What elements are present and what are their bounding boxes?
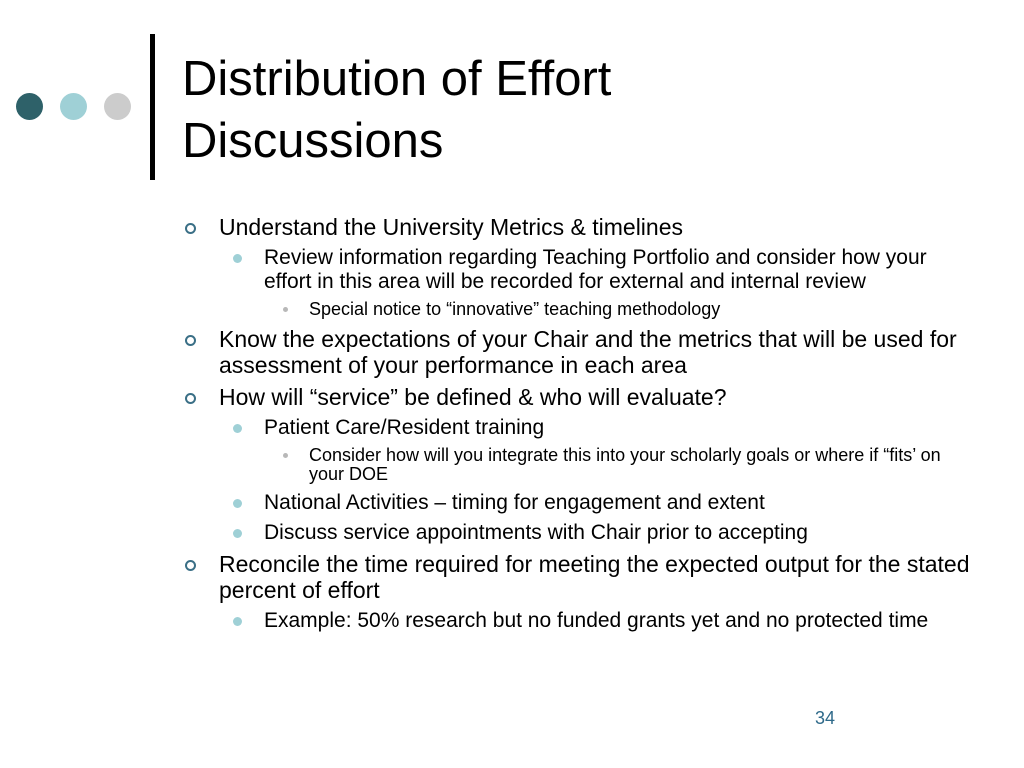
bullet-item-level1 <box>183 214 973 240</box>
bullet-item-level3 <box>183 446 973 484</box>
dark-circle-icon <box>16 93 43 120</box>
bullet-text: Example: 50% research but no funded grants yet and no protected time <box>264 609 929 632</box>
bullet-item-level2 <box>183 521 973 545</box>
bullet-text: Patient Care/Resident training <box>264 416 545 439</box>
bullet-item-level2 <box>183 416 973 440</box>
title-divider-bar <box>150 34 155 180</box>
bullet-text: Know the expectations of your Chair and the metrics that will be used for assessment of your performance in each area <box>219 326 957 378</box>
decorative-dots <box>16 93 136 121</box>
bullet-item-level3 <box>183 300 973 319</box>
slide-title-line-2: Discussions <box>182 114 444 168</box>
hollow-circle-bullet-icon <box>185 393 196 404</box>
hollow-circle-bullet-icon <box>185 560 196 571</box>
bullet-text: Review information regarding Teaching Portfolio and consider how your effort in this area will be recorded for external and internal review <box>264 246 927 293</box>
filled-circle-bullet-icon <box>233 499 242 508</box>
bullet-text: National Activities – timing for engagement and extent <box>264 491 765 514</box>
filled-circle-bullet-icon <box>233 617 242 626</box>
bullet-text: Consider how will you integrate this into your scholarly goals or where if “fits’ on your DOE <box>309 445 941 484</box>
filled-circle-bullet-icon <box>233 424 242 433</box>
bullet-item-level1 <box>183 326 973 378</box>
bullet-text: How will “service” be defined & who will evaluate? <box>219 384 727 410</box>
gray-circle-icon <box>104 93 131 120</box>
filled-circle-bullet-icon <box>233 254 242 263</box>
filled-circle-bullet-icon <box>233 529 242 538</box>
bullet-item-level2 <box>183 246 973 294</box>
bullet-item-level1 <box>183 384 973 410</box>
slide-title <box>182 48 942 172</box>
small-dot-bullet-icon <box>283 453 288 458</box>
bullet-text: Reconcile the time required for meeting the expected output for the stated percent of effort <box>219 551 970 603</box>
bullet-list <box>183 214 973 639</box>
bullet-text: Understand the University Metrics & timelines <box>219 214 683 240</box>
page-number: 34 <box>814 708 835 728</box>
bullet-text: Special notice to “innovative” teaching methodology <box>309 299 721 319</box>
bullet-text: Discuss service appointments with Chair prior to accepting <box>264 521 808 544</box>
bullet-item-level2 <box>183 491 973 515</box>
slide-title-line-1: Distribution of Effort <box>182 52 612 106</box>
hollow-circle-bullet-icon <box>185 335 196 346</box>
bullet-item-level1 <box>183 551 973 603</box>
bullet-item-level2 <box>183 609 973 633</box>
hollow-circle-bullet-icon <box>185 223 196 234</box>
small-dot-bullet-icon <box>283 307 288 312</box>
teal-circle-icon <box>60 93 87 120</box>
